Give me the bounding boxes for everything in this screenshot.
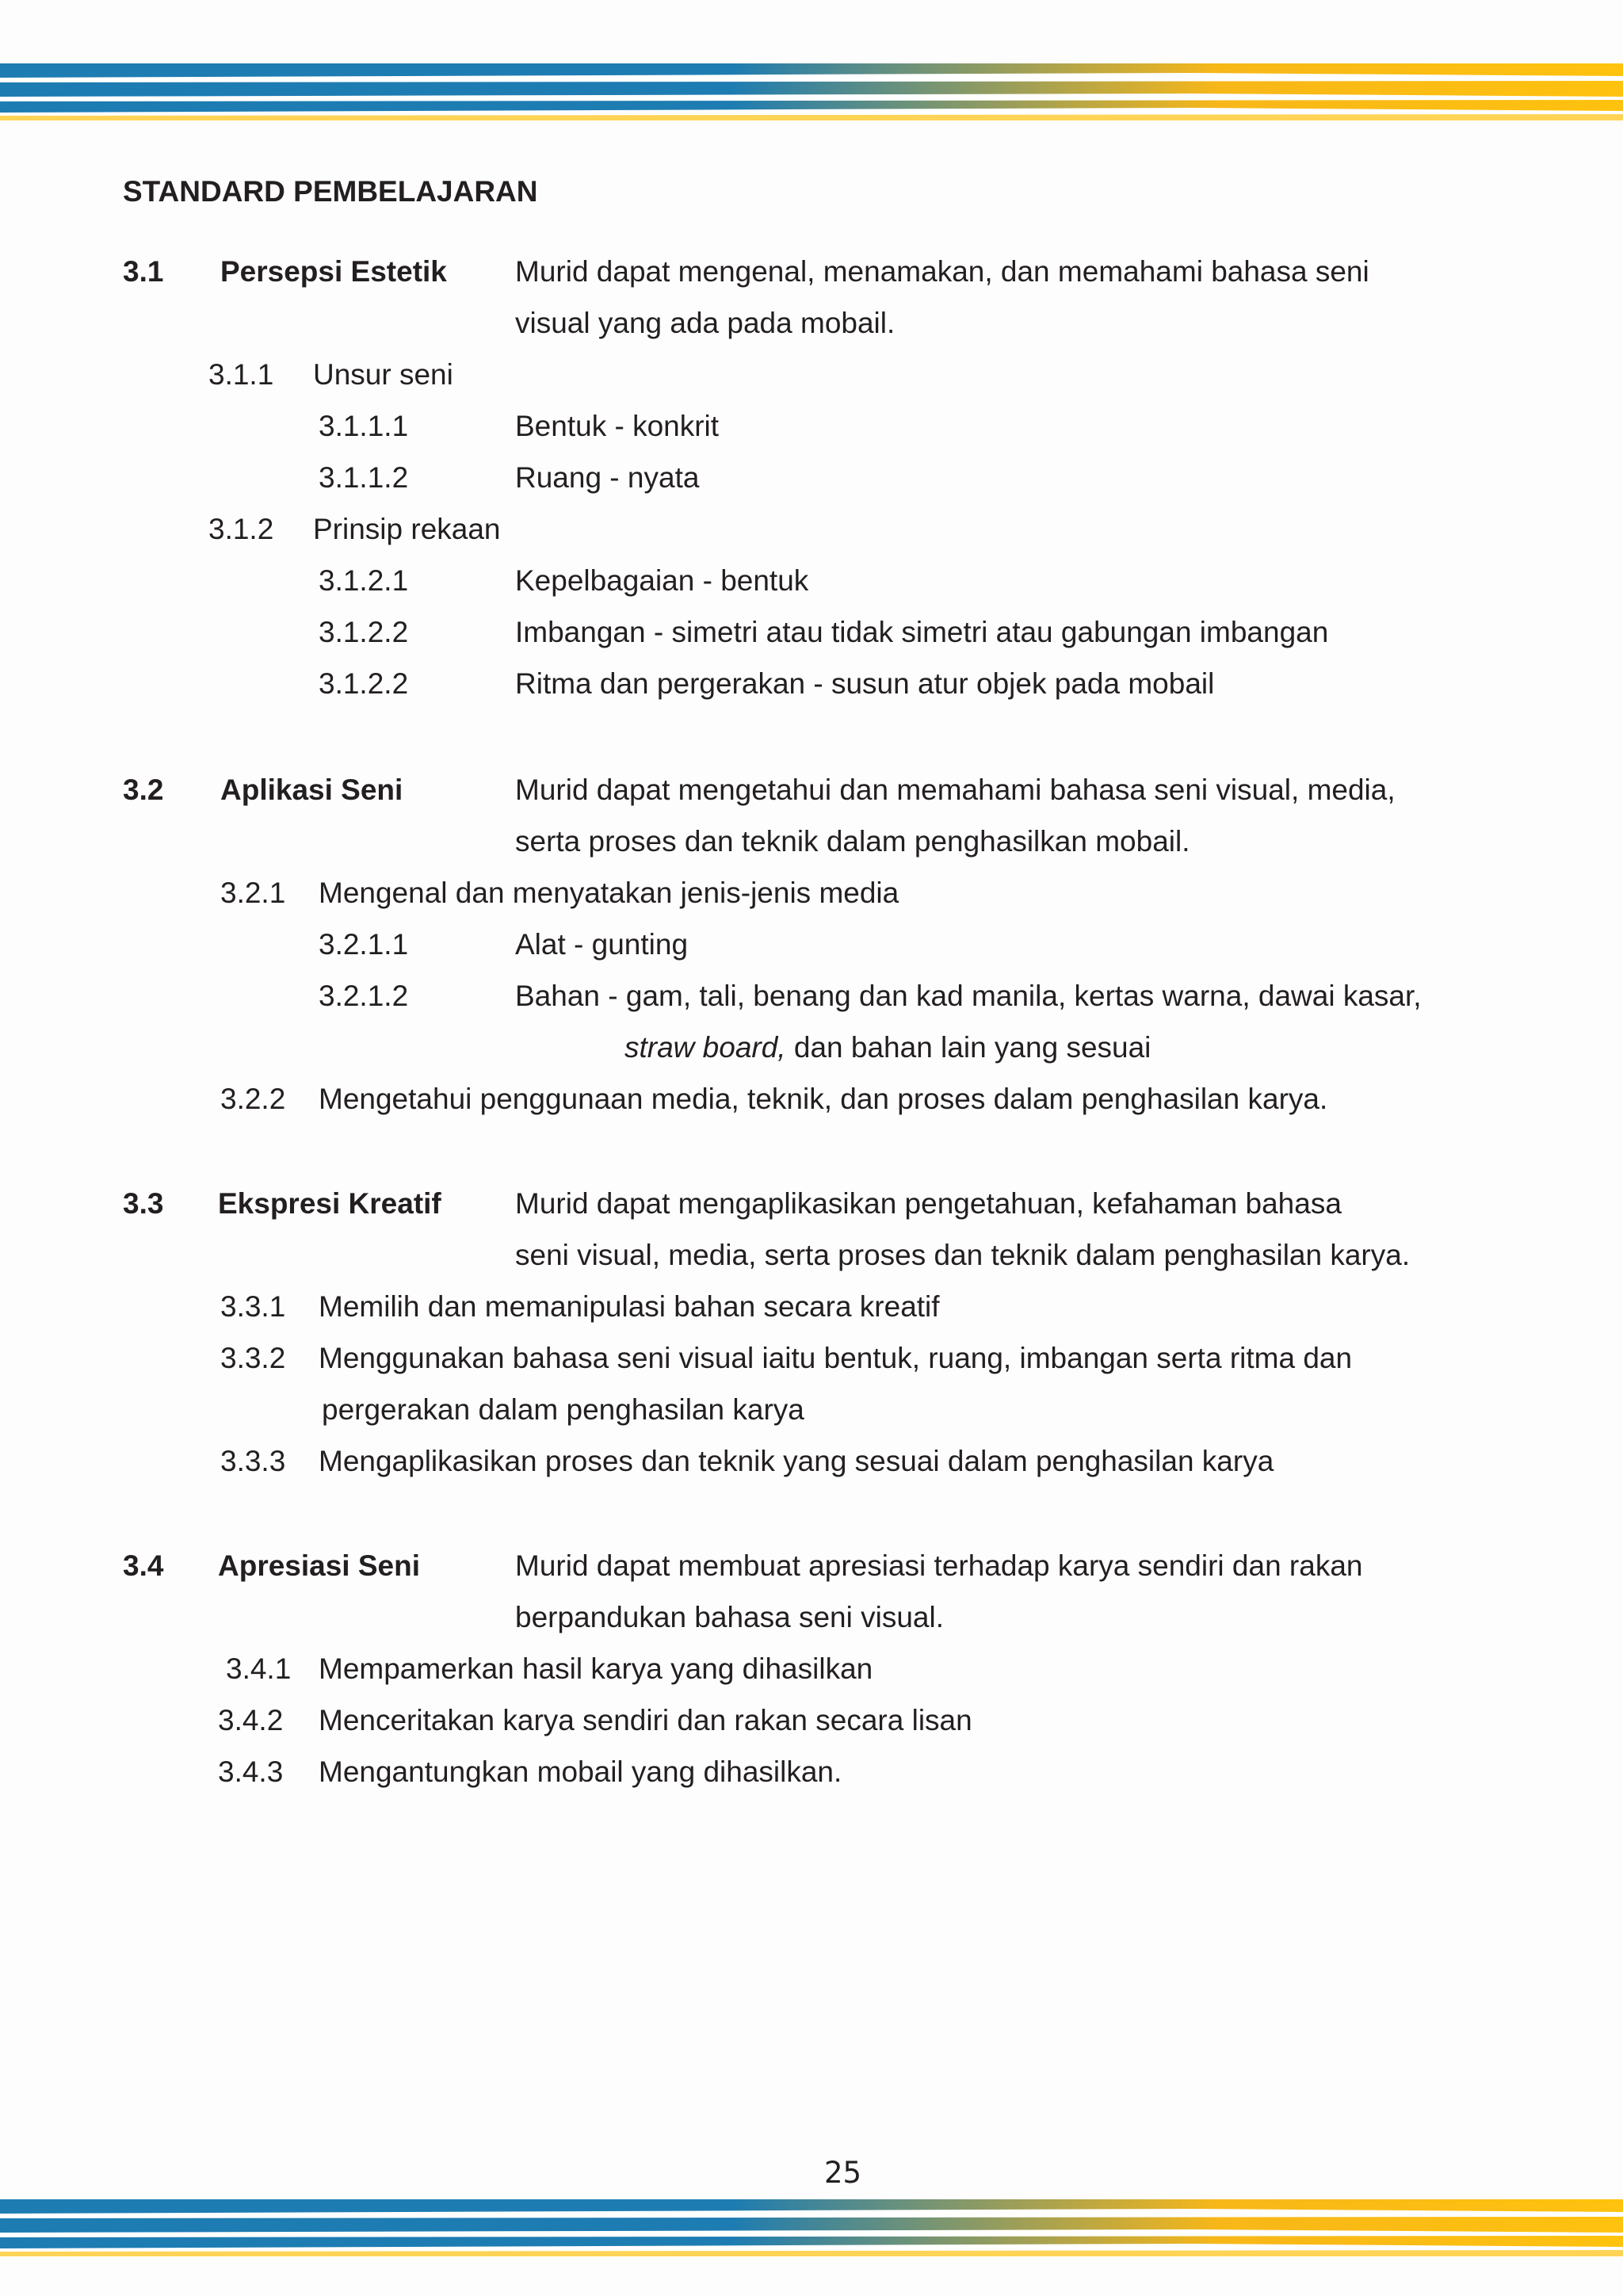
subitem-number: 3.2.1.1: [319, 928, 409, 961]
item-text: Menceritakan karya sendiri dan rakan secara lisan: [319, 1704, 972, 1736]
subitem-text: Imbangan - simetri atau tidak simetri atau gabungan imbangan: [515, 616, 1329, 648]
item-number: 3.3.1: [220, 1290, 286, 1323]
section-number: 3.1: [123, 255, 164, 288]
section-title: Apresiasi Seni: [218, 1549, 421, 1582]
section-description-cont: serta proses dan teknik dalam penghasilkan mobail.: [515, 825, 1190, 858]
subitem-number: 3.1.1.1: [319, 410, 409, 442]
section-number: 3.4: [123, 1549, 164, 1582]
section-description: Murid dapat mengetahui dan memahami bahasa seni visual, media,: [515, 774, 1396, 806]
item-number: 3.2.2: [220, 1083, 286, 1115]
section-description-cont: berpandukan bahasa seni visual.: [515, 1601, 944, 1633]
section-title: Aplikasi Seni: [220, 774, 403, 806]
item-text: Mengaplikasikan proses dan teknik yang sesuai dalam penghasilan karya: [319, 1445, 1274, 1477]
subitem-number: 3.1.2.2: [319, 667, 409, 700]
item-text: Mengenal dan menyatakan jenis-jenis media: [319, 877, 899, 909]
item-number: 3.4.3: [218, 1755, 284, 1788]
subitem-number: 3.1.1.2: [319, 461, 409, 494]
item-number: 3.4.1: [226, 1652, 292, 1685]
item-number: 3.4.2: [218, 1704, 284, 1736]
subitem-number: 3.2.1.2: [319, 980, 409, 1012]
section-title: Ekspresi Kreatif: [218, 1187, 441, 1220]
item-number: 3.1.1: [208, 358, 274, 391]
subitem-text: Ruang - nyata: [515, 461, 700, 494]
item-number: 3.2.1: [220, 877, 286, 909]
subitem-text: Alat - gunting: [515, 928, 689, 961]
item-text: Mengetahui penggunaan media, teknik, dan proses dalam penghasilan karya.: [319, 1083, 1328, 1115]
header-stripe-band: [0, 62, 1623, 122]
item-number: 3.1.2: [208, 513, 274, 545]
subitem-text: Bentuk - konkrit: [515, 410, 720, 442]
section-title: Persepsi Estetik: [220, 255, 447, 288]
subitem-text: Bahan - gam, tali, benang dan kad manila, kertas warna, dawai kasar,: [515, 980, 1422, 1012]
italic-term: straw board,: [624, 1031, 786, 1064]
footer-stripe-band: [0, 2198, 1623, 2258]
item-text: Mempamerkan hasil karya yang dihasilkan: [319, 1652, 873, 1685]
item-text: Unsur seni: [313, 358, 453, 391]
page-number: 25: [824, 2156, 862, 2190]
subitem-text: Kepelbagaian - bentuk: [515, 564, 809, 597]
section-number: 3.3: [123, 1187, 164, 1220]
page-heading: STANDARD PEMBELAJARAN: [123, 175, 538, 208]
item-text: Mengantungkan mobail yang dihasilkan.: [319, 1755, 842, 1788]
section-description-cont: seni visual, media, serta proses dan teknik dalam penghasilan karya.: [515, 1239, 1411, 1271]
subitem-text: Ritma dan pergerakan - susun atur objek pada mobail: [515, 667, 1215, 700]
section-description: Murid dapat mengenal, menamakan, dan memahami bahasa seni: [515, 255, 1369, 288]
section-number: 3.2: [123, 774, 164, 806]
section-description: Murid dapat mengaplikasikan pengetahuan, kefahaman bahasa: [515, 1187, 1342, 1220]
section-description: Murid dapat membuat apresiasi terhadap karya sendiri dan rakan: [515, 1549, 1363, 1582]
item-text-cont: pergerakan dalam penghasilan karya: [322, 1393, 804, 1426]
item-number: 3.3.3: [220, 1445, 286, 1477]
item-text: Memilih dan memanipulasi bahan secara kreatif: [319, 1290, 940, 1323]
section-description-cont: visual yang ada pada mobail.: [515, 307, 896, 339]
item-text: Menggunakan bahasa seni visual iaitu bentuk, ruang, imbangan serta ritma dan: [319, 1342, 1353, 1374]
subitem-number: 3.1.2.2: [319, 616, 409, 648]
subitem-text-rest: dan bahan lain yang sesuai: [785, 1031, 1151, 1064]
item-text: Prinsip rekaan: [313, 513, 501, 545]
item-number: 3.3.2: [220, 1342, 286, 1374]
subitem-text-cont: [624, 1030, 1151, 1065]
subitem-number: 3.1.2.1: [319, 564, 409, 597]
